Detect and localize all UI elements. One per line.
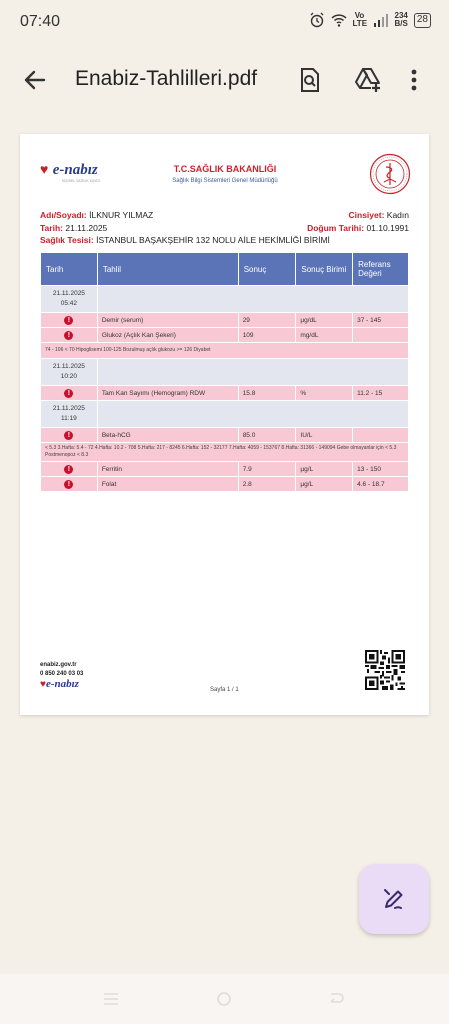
reference-note: 74 - 106 < 70 Hipoglisemi 100-125 Bozulmuş açlık glukozu >= 126 Diyabet: [41, 343, 408, 358]
status-time: 07:40: [20, 13, 61, 30]
test-ref: [353, 328, 408, 342]
test-ref: 37 - 145: [353, 313, 408, 327]
col-sonuc-birimi: Sonuç Birimi: [296, 253, 352, 285]
edit-pen-icon: [381, 886, 407, 912]
test-name: Beta-hCG: [98, 428, 238, 442]
status-icons: [309, 12, 431, 28]
app-bar: [0, 50, 449, 110]
test-name: Folat: [98, 477, 238, 491]
alarm-icon: [309, 12, 325, 28]
qr-code-icon: [365, 650, 405, 690]
test-unit: %: [296, 386, 352, 400]
test-unit: µg/dL: [296, 313, 352, 327]
footer-contact: [40, 661, 83, 691]
pdf-page[interactable]: [20, 134, 429, 715]
test-name: Glukoz (Açlık Kan Şekeri): [98, 328, 238, 342]
ministry-subtitle: Sağlık Bilgi Sistemleri Genel Müdürlüğü: [172, 178, 278, 184]
test-result: 109: [239, 328, 296, 342]
col-tarih: Tarih: [41, 253, 97, 285]
recent-apps-icon[interactable]: [102, 991, 120, 1007]
heart-icon: ♥: [40, 161, 49, 177]
test-unit: mg/dL: [296, 328, 352, 342]
ministry-seal-icon: [369, 153, 411, 195]
test-name: Demir (serum): [98, 313, 238, 327]
test-unit: IU/L: [296, 428, 352, 442]
col-sonuc: Sonuç: [239, 253, 296, 285]
alert-icon: !: [64, 465, 73, 474]
more-vert-icon[interactable]: [408, 66, 420, 94]
patient-gender: Cinsiyet: Kadın: [348, 210, 409, 220]
document-title: Enabiz-Tahlilleri.pdf: [75, 67, 258, 90]
speed-unit: B/S: [394, 19, 408, 28]
network-type: Vo LTE: [352, 11, 368, 28]
heart-icon: ♥: [40, 679, 46, 690]
alert-icon: !: [64, 431, 73, 440]
footer-phone: 0 850 240 03 03: [40, 671, 84, 677]
test-ref: 4.6 - 18.7: [353, 477, 408, 491]
table-row: [41, 477, 408, 491]
birth-date: Doğum Tarihi: 01.10.1991: [307, 223, 409, 233]
reference-note: < 5.3 3.Hafta: 5.4 - 72 4.Hafta: 10.2 - 708 5.Hafta: 217 - 8245 6.Hafta: 152 - 32177 7.Hafta: 4059 - 153767 8.Hafta: 31366 - 149094 Gebe olmayanlar için < 5.3 Postmenopoz < 8.3: [41, 443, 408, 461]
test-result: 2.8: [239, 477, 296, 491]
edit-fab-button[interactable]: [359, 864, 429, 934]
table-row: [41, 462, 408, 476]
page-number: Sayfa 1 / 1: [210, 687, 239, 693]
alert-icon: !: [64, 389, 73, 398]
test-ref: [353, 428, 408, 442]
report-date: Tarih: 21.11.2025: [40, 223, 108, 233]
test-result: 85.0: [239, 428, 296, 442]
battery-icon: 28: [414, 13, 431, 28]
date-cell: 21.11.2025 11:19: [41, 401, 97, 427]
navigation-bar: [0, 974, 449, 1024]
patient-name: Adı/Soyadı: İLKNUR YILMAZ: [40, 210, 154, 220]
test-result: 7.9: [239, 462, 296, 476]
logo-text: e-nabız: [52, 162, 98, 178]
logo-tagline: KİŞİSEL SAĞLIK KAYDI: [62, 179, 100, 183]
date-row: [41, 359, 408, 385]
enabiz-logo: [40, 161, 100, 183]
date-row: [41, 401, 408, 427]
alert-icon: !: [64, 331, 73, 340]
speed-value: 234: [394, 11, 408, 20]
date-cell: 21.11.2025 10:20: [41, 359, 97, 385]
back-arrow-icon[interactable]: [22, 67, 48, 93]
google-drive-add-icon[interactable]: [354, 66, 382, 94]
col-tahlil: Tahlil: [98, 253, 238, 285]
alert-icon: !: [64, 480, 73, 489]
date-cell: 21.11.2025 05:42: [41, 286, 97, 312]
test-name: Tam Kan Sayımı (Hemogram) RDW: [98, 386, 238, 400]
table-header: [41, 253, 408, 285]
test-unit: µg/L: [296, 477, 352, 491]
health-facility: Sağlık Tesisi: İSTANBUL BAŞAKŞEHİR 132 NOLU AİLE HEKİMLİĞİ BİRİMİ: [40, 235, 330, 245]
footer-website: enabiz.gov.tr: [40, 662, 77, 668]
home-icon[interactable]: [215, 991, 233, 1007]
wifi-icon: [331, 12, 347, 28]
signal-icon: [373, 12, 389, 28]
test-ref: 13 - 150: [353, 462, 408, 476]
test-name: Ferritin: [98, 462, 238, 476]
table-row: [41, 386, 408, 400]
ministry-header: [150, 164, 300, 184]
network-speed: [395, 12, 408, 28]
test-ref: 11.2 - 15: [353, 386, 408, 400]
status-bar: [0, 0, 449, 44]
table-row: [41, 328, 408, 342]
alert-icon: !: [64, 316, 73, 325]
date-row: [41, 286, 408, 312]
footer-logo: ♥e-nabız: [40, 678, 79, 690]
ministry-title: T.C.SAĞLIK BAKANLIĞI: [173, 164, 277, 174]
search-document-icon[interactable]: [296, 66, 324, 94]
test-result: 15.8: [239, 386, 296, 400]
test-unit: µg/L: [296, 462, 352, 476]
results-table: [40, 252, 409, 492]
table-row: [41, 428, 408, 442]
back-icon[interactable]: [328, 991, 346, 1007]
col-referans: Referans Değeri: [353, 253, 408, 285]
table-row: [41, 313, 408, 327]
test-result: 29: [239, 313, 296, 327]
